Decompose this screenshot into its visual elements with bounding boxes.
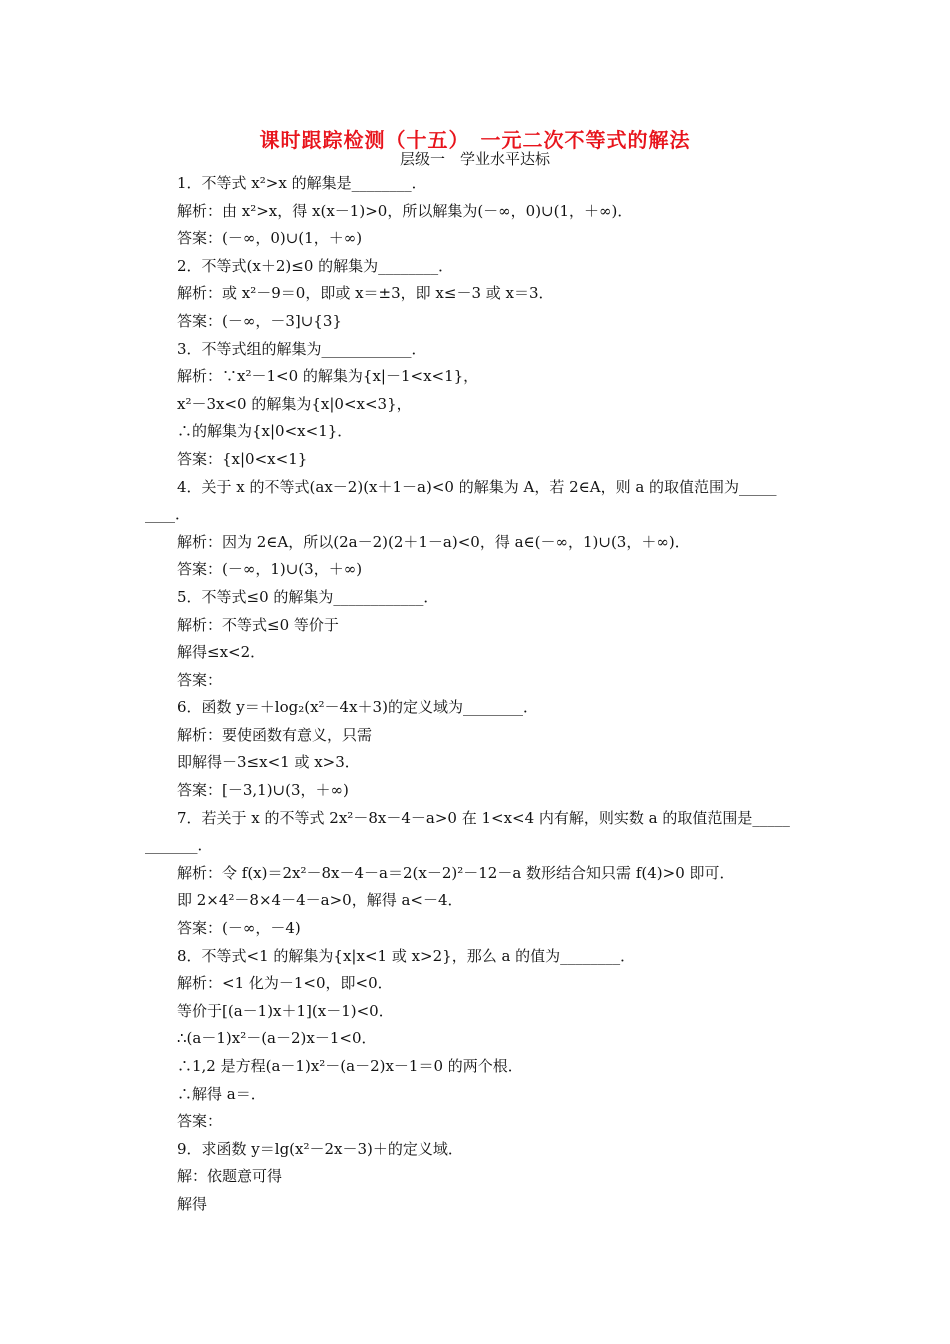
- text-line: 答案：[－3,1)∪(3，＋∞): [177, 781, 349, 800]
- text-line: 9．求函数 y＝lg(x²－2x－3)＋的定义域．: [177, 1139, 463, 1158]
- text-line: ∴(a－1)x²－(a－2)x－1<0．: [177, 1029, 377, 1048]
- text-line: 等价于[(a－1)x＋1](x－1)<0．: [177, 1001, 394, 1020]
- text-line: 8．不等式<1 的解集为{x|x<1 或 x>2}，那么 a 的值为________．: [177, 946, 636, 965]
- text-line: 7．若关于 x 的不等式 2x²－8x－4－a>0 在 1<x<4 内有解，则实数 a 的取值范围是_____: [177, 808, 790, 827]
- text-line: x²－3x<0 的解集为{x|0<x<3}，: [177, 394, 412, 413]
- text-line: 2．不等式(x＋2)≤0 的解集为________．: [177, 256, 454, 275]
- text-line: 解析：或 x²－9＝0，即或 x＝±3，即 x≤－3 或 x＝3．: [177, 284, 554, 303]
- text-line: 答案：(－∞，－3]∪{3}: [177, 311, 342, 330]
- text-line: 3．不等式组的解集为____________．: [177, 339, 427, 358]
- text-line: 答案：(－∞，0)∪(1，＋∞): [177, 229, 363, 248]
- text-line: 解得≤x<2．: [177, 643, 266, 662]
- text-line: _______．: [145, 836, 213, 855]
- document-body: [0, 170, 950, 1219]
- text-line: 答案：: [177, 1112, 223, 1131]
- text-line: 答案：(－∞，1)∪(3，＋∞): [177, 560, 363, 579]
- text-line: 解析：因为 2∈A，所以(2a－2)(2＋1－a)<0，得 a∈(－∞，1)∪(3，＋∞)．: [177, 532, 690, 551]
- text-line: ∴1,2 是方程(a－1)x²－(a－2)x－1＝0 的两个根．: [177, 1057, 523, 1075]
- text-line: 解析：令 f(x)＝2x²－8x－4－a＝2(x－2)²－12－a 数形结合知只需 f(4)>0 即可．: [177, 863, 735, 882]
- text-line: 5．不等式≤0 的解集为____________．: [177, 587, 439, 606]
- text-line: 即解得－3≤x<1 或 x>3．: [177, 753, 360, 772]
- text-line: 6．函数 y＝＋log₂(x²－4x＋3)的定义域为________．: [177, 698, 538, 717]
- text-line: 解析：不等式≤0 等价于: [177, 615, 339, 634]
- text-line: ∴解得 a＝．: [177, 1084, 266, 1103]
- text-line: 答案：(－∞，－4): [177, 919, 301, 938]
- text-line: 即 2×4²－8×4－4－a>0，解得 a<－4．: [177, 891, 463, 910]
- page-subtitle: 层级一 学业水平达标: [399, 150, 550, 168]
- text-line: ∴的解集为{x|0<x<1}．: [177, 422, 353, 441]
- text-line: 解得: [177, 1194, 208, 1213]
- text-line: 解析：要使函数有意义，只需: [177, 725, 373, 744]
- text-line: 答案：{x|0<x<1}: [177, 449, 308, 468]
- page-title: 课时跟踪检测（十五） 一元二次不等式的解法: [259, 128, 691, 152]
- text-line: 4．关于 x 的不等式(ax－2)(x＋1－a)<0 的解集为 A，若 2∈A，则 a 的取值范围为_____: [177, 477, 777, 496]
- text-line: 解：依题意可得: [177, 1167, 283, 1186]
- text-line: ____．: [145, 505, 191, 524]
- text-line: 解析：<1 化为－1<0，即<0．: [177, 974, 393, 993]
- text-line: 1．不等式 x²>x 的解集是________．: [177, 174, 427, 192]
- text-line: 解析：∵x²－1<0 的解集为{x|－1<x<1}，: [177, 367, 479, 386]
- text-line: 解析：由 x²>x，得 x(x－1)>0，所以解集为(－∞，0)∪(1，＋∞)．: [177, 201, 633, 220]
- text-line: 答案：: [177, 670, 223, 689]
